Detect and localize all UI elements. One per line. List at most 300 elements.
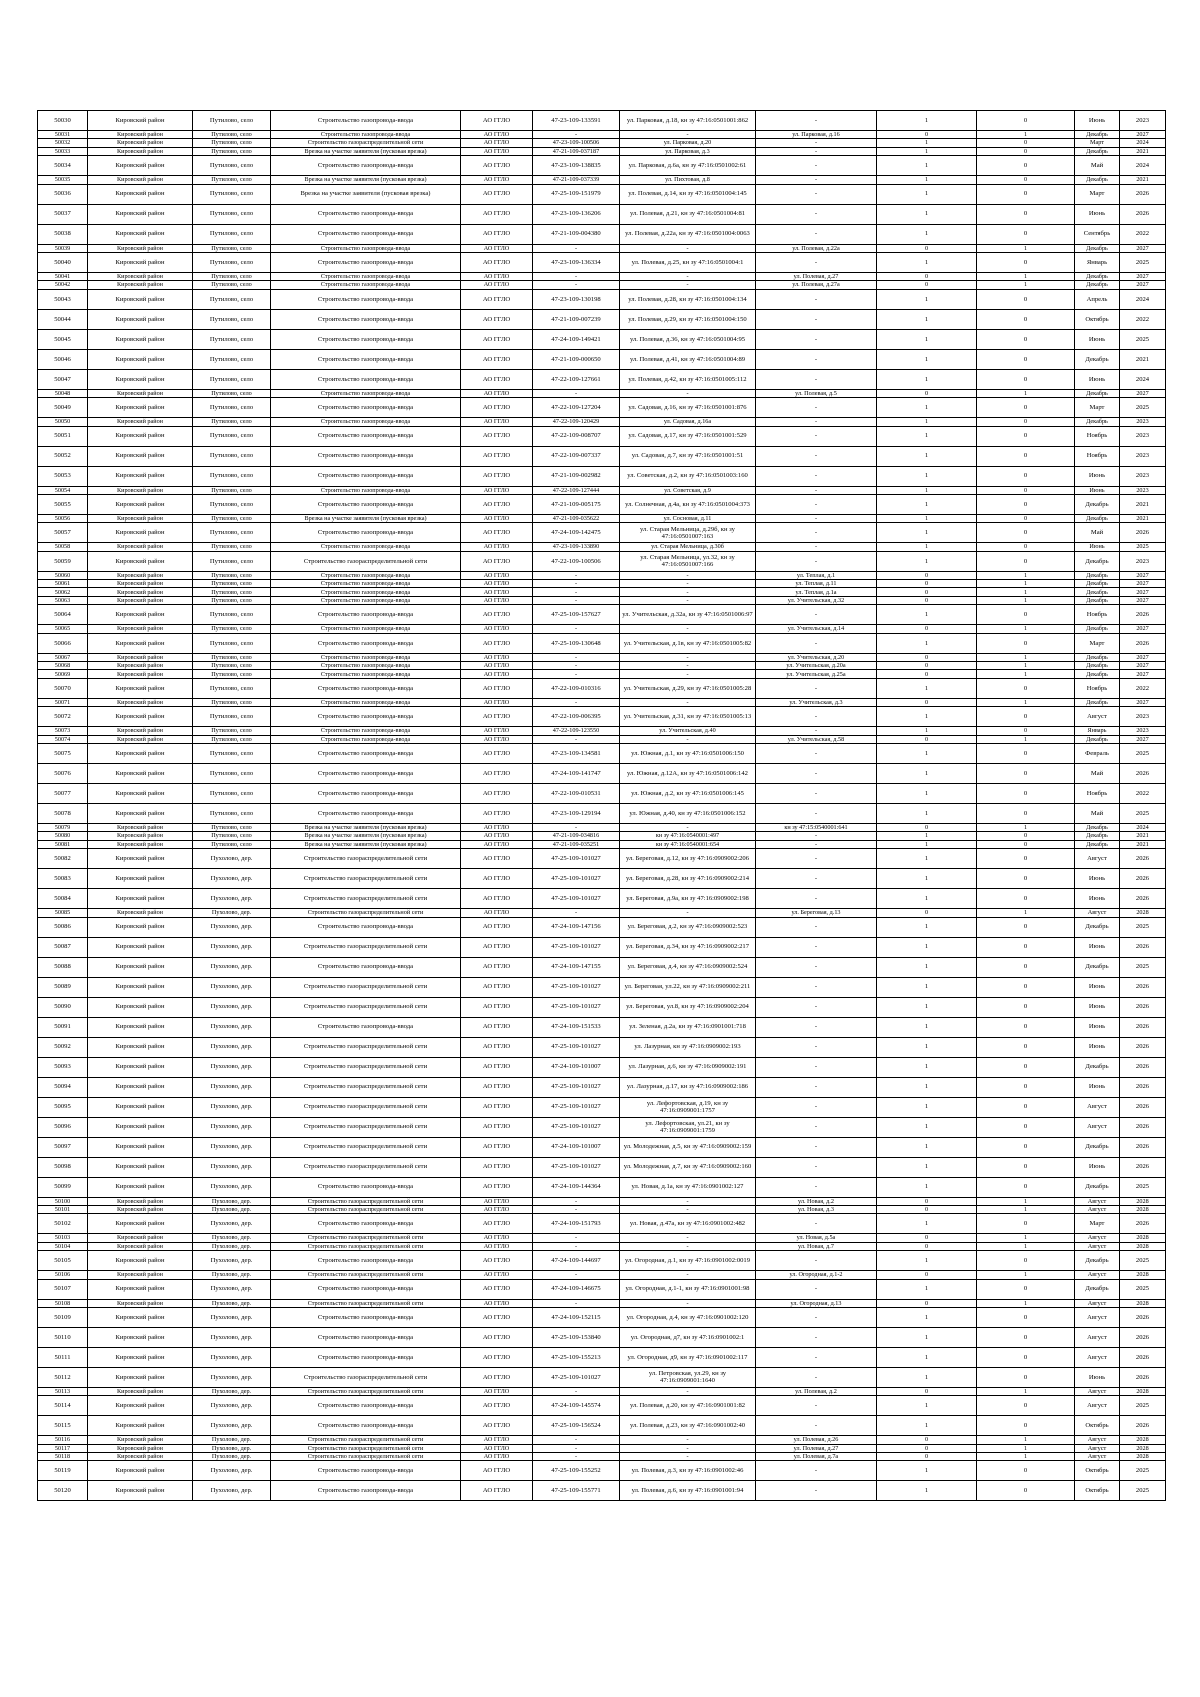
cell-num: 50071	[38, 698, 88, 706]
cell-address: ул. Новая, д.5а	[756, 1234, 877, 1242]
cell-place: Путилово, село	[193, 418, 271, 426]
cell-col-a: 1	[877, 184, 977, 204]
cell-district: Кировский район	[88, 252, 193, 272]
cell-work: Строительство газопровода-ввода	[271, 426, 461, 446]
cell-year: 2026	[1120, 1077, 1166, 1097]
cell-num: 50034	[38, 156, 88, 176]
cell-month: Декабрь	[1075, 957, 1120, 977]
cell-year: 2028	[1120, 1197, 1166, 1205]
cell-work: Строительство газораспределительной сети	[271, 937, 461, 957]
cell-district: Кировский район	[88, 398, 193, 418]
cell-district: Кировский район	[88, 1077, 193, 1097]
cell-address-cadastral: ул. Пихтовая, д.8	[620, 176, 756, 184]
cell-month: Март	[1075, 139, 1120, 147]
cell-col-a: 1	[877, 551, 977, 571]
cell-place: Путилово, село	[193, 763, 271, 783]
cell-num: 50058	[38, 543, 88, 551]
cell-district: Кировский район	[88, 1461, 193, 1481]
cell-district: Кировский район	[88, 244, 193, 252]
cell-month: Март	[1075, 184, 1120, 204]
cell-work: Строительство газораспределительной сети	[271, 1444, 461, 1452]
table-row	[38, 389, 1166, 397]
cell-address: -	[756, 1327, 877, 1347]
cell-place: Путилово, село	[193, 184, 271, 204]
cell-col-a: 1	[877, 937, 977, 957]
cell-permit: -	[533, 596, 620, 604]
cell-district: Кировский район	[88, 909, 193, 917]
cell-address-cadastral: ул. Береговая, д.9а, кн зу 47:16:0909002:198	[620, 889, 756, 909]
cell-place: Путилово, село	[193, 633, 271, 653]
cell-work: Строительство газораспределительной сети	[271, 1157, 461, 1177]
table-row	[38, 763, 1166, 783]
cell-address: -	[756, 832, 877, 840]
cell-org: АО ГГЛО	[461, 1367, 533, 1387]
cell-address-cadastral: ул. Полевая, д.22а, кн зу 47:16:0501004:0063	[620, 224, 756, 244]
cell-col-b: 0	[977, 1251, 1075, 1271]
table-row	[38, 272, 1166, 280]
table-row	[38, 803, 1166, 823]
cell-year: 2027	[1120, 735, 1166, 743]
cell-work: Строительство газораспределительной сети	[271, 909, 461, 917]
gasification-schedule-table	[37, 110, 1166, 1501]
cell-num: 50085	[38, 909, 88, 917]
table-row	[38, 1097, 1166, 1117]
cell-permit: -	[533, 909, 620, 917]
cell-permit: 47-24-109-147156	[533, 917, 620, 937]
cell-permit: 47-22-109-100506	[533, 551, 620, 571]
cell-address-cadastral: -	[620, 389, 756, 397]
table-row	[38, 1017, 1166, 1037]
cell-col-b: 1	[977, 1197, 1075, 1205]
cell-address-cadastral: ул. Полевая, д.6, кн зу 47:16:0901001:94	[620, 1481, 756, 1501]
cell-num: 50063	[38, 596, 88, 604]
cell-col-b: 0	[977, 727, 1075, 735]
cell-org: АО ГГЛО	[461, 1097, 533, 1117]
cell-year: 2027	[1120, 571, 1166, 579]
cell-col-a: 1	[877, 1367, 977, 1387]
cell-col-b: 1	[977, 1242, 1075, 1250]
cell-num: 50119	[38, 1461, 88, 1481]
cell-col-a: 1	[877, 840, 977, 848]
cell-org: АО ГГЛО	[461, 224, 533, 244]
cell-org: АО ГГЛО	[461, 1037, 533, 1057]
cell-num: 50117	[38, 1444, 88, 1452]
cell-num: 50104	[38, 1242, 88, 1250]
cell-work: Строительство газопровода-ввода	[271, 244, 461, 252]
cell-permit: 47-24-109-149421	[533, 329, 620, 349]
cell-work: Врезка на участке заявителя (пусковая врезка)	[271, 184, 461, 204]
cell-district: Кировский район	[88, 1279, 193, 1299]
cell-work: Строительство газопровода-ввода	[271, 1251, 461, 1271]
cell-month: Июнь	[1075, 997, 1120, 1017]
cell-org: АО ГГЛО	[461, 1117, 533, 1137]
cell-district: Кировский район	[88, 743, 193, 763]
cell-month: Март	[1075, 1214, 1120, 1234]
cell-address: -	[756, 678, 877, 698]
cell-place: Пухолово, дер.	[193, 1197, 271, 1205]
cell-month: Ноябрь	[1075, 678, 1120, 698]
cell-work: Строительство газораспределительной сети	[271, 869, 461, 889]
cell-address-cadastral: ул. Огородная, д9, кн зу 47:16:0901002:117	[620, 1347, 756, 1367]
cell-place: Пухолово, дер.	[193, 1461, 271, 1481]
cell-address: -	[756, 551, 877, 571]
cell-col-b: 0	[977, 1347, 1075, 1367]
cell-place: Пухолово, дер.	[193, 977, 271, 997]
cell-permit: 47-25-109-101027	[533, 869, 620, 889]
cell-month: Апрель	[1075, 289, 1120, 309]
cell-col-b: 0	[977, 349, 1075, 369]
cell-address: -	[756, 1461, 877, 1481]
cell-org: АО ГГЛО	[461, 446, 533, 466]
cell-place: Пухолово, дер.	[193, 997, 271, 1017]
cell-col-a: 1	[877, 369, 977, 389]
cell-address: -	[756, 426, 877, 446]
cell-col-b: 0	[977, 139, 1075, 147]
cell-district: Кировский район	[88, 1436, 193, 1444]
cell-year: 2025	[1120, 398, 1166, 418]
cell-col-a: 1	[877, 678, 977, 698]
cell-address-cadastral: -	[620, 653, 756, 661]
cell-month: Ноябрь	[1075, 446, 1120, 466]
cell-org: АО ГГЛО	[461, 840, 533, 848]
cell-year: 2026	[1120, 977, 1166, 997]
cell-address: -	[756, 869, 877, 889]
cell-col-a: 1	[877, 1251, 977, 1271]
cell-district: Кировский район	[88, 131, 193, 139]
cell-num: 50098	[38, 1157, 88, 1177]
cell-permit: 47-25-109-101027	[533, 1077, 620, 1097]
cell-month: Декабрь	[1075, 131, 1120, 139]
cell-permit: 47-24-109-151533	[533, 1017, 620, 1037]
cell-address: -	[756, 176, 877, 184]
cell-num: 50040	[38, 252, 88, 272]
cell-address-cadastral: ул. Солнечная, д.4а, кн зу 47:16:0501004:373	[620, 494, 756, 514]
cell-work: Строительство газопровода-ввода	[271, 494, 461, 514]
table-row	[38, 1057, 1166, 1077]
cell-num: 50114	[38, 1396, 88, 1416]
cell-place: Путилово, село	[193, 571, 271, 579]
cell-address: -	[756, 727, 877, 735]
cell-district: Кировский район	[88, 588, 193, 596]
cell-place: Путилово, село	[193, 244, 271, 252]
cell-district: Кировский район	[88, 309, 193, 329]
cell-work: Строительство газопровода-ввода	[271, 252, 461, 272]
cell-year: 2024	[1120, 369, 1166, 389]
table-row	[38, 1234, 1166, 1242]
cell-year: 2021	[1120, 349, 1166, 369]
cell-address: ул. Огородная, д.13	[756, 1299, 877, 1307]
cell-work: Строительство газораспределительной сети	[271, 1271, 461, 1279]
cell-year: 2026	[1120, 1117, 1166, 1137]
cell-col-a: 0	[877, 1242, 977, 1250]
cell-work: Строительство газопровода-ввода	[271, 446, 461, 466]
cell-place: Путилово, село	[193, 466, 271, 486]
cell-org: АО ГГЛО	[461, 1299, 533, 1307]
cell-year: 2024	[1120, 156, 1166, 176]
cell-year: 2021	[1120, 176, 1166, 184]
cell-work: Строительство газораспределительной сети	[271, 1436, 461, 1444]
table-row	[38, 625, 1166, 633]
cell-num: 50053	[38, 466, 88, 486]
cell-place: Путилово, село	[193, 588, 271, 596]
cell-month: Ноябрь	[1075, 426, 1120, 446]
cell-district: Кировский район	[88, 727, 193, 735]
cell-num: 50097	[38, 1137, 88, 1157]
cell-address: ул. Теплая, д.1	[756, 571, 877, 579]
cell-permit: -	[533, 1197, 620, 1205]
table-row	[38, 977, 1166, 997]
cell-permit: 47-24-109-146675	[533, 1279, 620, 1299]
cell-org: АО ГГЛО	[461, 111, 533, 131]
cell-permit: 47-23-109-133890	[533, 543, 620, 551]
cell-year: 2026	[1120, 1137, 1166, 1157]
cell-col-a: 0	[877, 588, 977, 596]
cell-year: 2026	[1120, 1327, 1166, 1347]
table-row	[38, 909, 1166, 917]
cell-num: 50072	[38, 707, 88, 727]
cell-work: Строительство газопровода-ввода	[271, 625, 461, 633]
cell-work: Строительство газопровода-ввода	[271, 1396, 461, 1416]
cell-num: 50115	[38, 1416, 88, 1436]
cell-col-b: 0	[977, 849, 1075, 869]
cell-org: АО ГГЛО	[461, 1057, 533, 1077]
cell-place: Пухолово, дер.	[193, 909, 271, 917]
cell-org: АО ГГЛО	[461, 289, 533, 309]
table-row	[38, 869, 1166, 889]
cell-col-a: 1	[877, 1347, 977, 1367]
cell-col-b: 0	[977, 1177, 1075, 1197]
cell-month: Август	[1075, 1347, 1120, 1367]
table-row	[38, 662, 1166, 670]
cell-month: Август	[1075, 849, 1120, 869]
cell-year: 2026	[1120, 1214, 1166, 1234]
cell-num: 50106	[38, 1271, 88, 1279]
cell-district: Кировский район	[88, 917, 193, 937]
cell-district: Кировский район	[88, 389, 193, 397]
cell-address: ул. Полевая, д.22а	[756, 244, 877, 252]
cell-num: 50070	[38, 678, 88, 698]
table-row	[38, 670, 1166, 678]
cell-col-b: 0	[977, 1367, 1075, 1387]
cell-address: -	[756, 398, 877, 418]
cell-num: 50089	[38, 977, 88, 997]
cell-work: Строительство газораспределительной сети	[271, 139, 461, 147]
cell-address-cadastral: ул. Береговая, д.34, кн зу 47:16:0909002:217	[620, 937, 756, 957]
cell-place: Пухолово, дер.	[193, 1444, 271, 1452]
cell-month: Июнь	[1075, 486, 1120, 494]
cell-work: Строительство газопровода-ввода	[271, 289, 461, 309]
cell-address: -	[756, 917, 877, 937]
cell-year: 2026	[1120, 869, 1166, 889]
cell-work: Строительство газопровода-ввода	[271, 349, 461, 369]
cell-address-cadastral: ул. Петровская, ул.29, кн зу 47:16:0909001:1640	[620, 1367, 756, 1387]
table-row	[38, 580, 1166, 588]
cell-district: Кировский район	[88, 272, 193, 280]
cell-month: Декабрь	[1075, 176, 1120, 184]
cell-num: 50038	[38, 224, 88, 244]
cell-address-cadastral: ул. Береговая, ул.8, кн зу 47:16:0909002:204	[620, 997, 756, 1017]
cell-num: 50054	[38, 486, 88, 494]
cell-col-b: 1	[977, 625, 1075, 633]
cell-num: 50091	[38, 1017, 88, 1037]
cell-permit: 47-25-109-101027	[533, 889, 620, 909]
cell-num: 50105	[38, 1251, 88, 1271]
cell-work: Врезка на участке заявителя (пусковая врезка)	[271, 147, 461, 155]
table-row	[38, 849, 1166, 869]
cell-address-cadastral: ул. Молодежная, д.7, кн зу 47:16:0909002:160	[620, 1157, 756, 1177]
cell-month: Июнь	[1075, 1367, 1120, 1387]
cell-address: -	[756, 252, 877, 272]
cell-permit: -	[533, 1436, 620, 1444]
cell-work: Строительство газораспределительной сети	[271, 1097, 461, 1117]
cell-col-a: 1	[877, 803, 977, 823]
cell-address: -	[756, 446, 877, 466]
cell-address-cadastral: ул. Полевая, д.41, кн зу 47:16:0501004:89	[620, 349, 756, 369]
cell-col-b: 1	[977, 1234, 1075, 1242]
cell-col-a: 1	[877, 743, 977, 763]
cell-permit: -	[533, 625, 620, 633]
cell-place: Пухолово, дер.	[193, 1347, 271, 1367]
cell-address: -	[756, 957, 877, 977]
cell-num: 50095	[38, 1097, 88, 1117]
cell-address-cadastral: ул. Береговая, д.2, кн зу 47:16:0909002:523	[620, 917, 756, 937]
cell-num: 50113	[38, 1387, 88, 1395]
cell-address: -	[756, 224, 877, 244]
cell-col-a: 0	[877, 1197, 977, 1205]
cell-work: Строительство газопровода-ввода	[271, 523, 461, 543]
cell-district: Кировский район	[88, 625, 193, 633]
cell-address-cadastral: ул. Огородная, д7, кн зу 47:16:0901002:1	[620, 1327, 756, 1347]
cell-col-b: 1	[977, 244, 1075, 252]
cell-address: -	[756, 840, 877, 848]
cell-district: Кировский район	[88, 698, 193, 706]
table-row	[38, 1214, 1166, 1234]
cell-place: Путилово, село	[193, 289, 271, 309]
cell-place: Пухолово, дер.	[193, 1057, 271, 1077]
cell-col-b: 0	[977, 957, 1075, 977]
cell-col-a: 1	[877, 309, 977, 329]
cell-work: Строительство газораспределительной сети	[271, 1387, 461, 1395]
cell-place: Путилово, село	[193, 176, 271, 184]
cell-org: АО ГГЛО	[461, 1279, 533, 1299]
cell-year: 2026	[1120, 633, 1166, 653]
cell-month: Июнь	[1075, 1157, 1120, 1177]
cell-num: 50067	[38, 653, 88, 661]
table-row	[38, 418, 1166, 426]
cell-district: Кировский район	[88, 224, 193, 244]
cell-place: Пухолово, дер.	[193, 1436, 271, 1444]
cell-place: Путилово, село	[193, 224, 271, 244]
cell-num: 50075	[38, 743, 88, 763]
cell-work: Строительство газопровода-ввода	[271, 580, 461, 588]
cell-col-b: 1	[977, 909, 1075, 917]
cell-address-cadastral: -	[620, 1444, 756, 1452]
cell-col-a: 0	[877, 571, 977, 579]
cell-address-cadastral: ул. Учительская, д.1в, кн зу 47:16:0501005:82	[620, 633, 756, 653]
cell-permit: 47-24-109-151793	[533, 1214, 620, 1234]
cell-month: Июнь	[1075, 204, 1120, 224]
cell-district: Кировский район	[88, 707, 193, 727]
cell-num: 50077	[38, 783, 88, 803]
cell-place: Путилово, село	[193, 832, 271, 840]
cell-place: Путилово, село	[193, 446, 271, 466]
cell-district: Кировский район	[88, 486, 193, 494]
cell-address-cadastral: -	[620, 1242, 756, 1250]
cell-place: Путилово, село	[193, 514, 271, 522]
cell-month: Июнь	[1075, 869, 1120, 889]
cell-place: Путилово, село	[193, 309, 271, 329]
cell-address-cadastral: ул. Береговая, д.4, кн зу 47:16:0909002:524	[620, 957, 756, 977]
cell-address-cadastral: ул. Полевая, д.20, кн зу 47:16:0901001:82	[620, 1396, 756, 1416]
cell-col-b: 0	[977, 1037, 1075, 1057]
cell-address: -	[756, 743, 877, 763]
cell-col-a: 1	[877, 349, 977, 369]
cell-col-b: 0	[977, 1481, 1075, 1501]
cell-address: -	[756, 997, 877, 1017]
cell-month: Декабрь	[1075, 514, 1120, 522]
cell-district: Кировский район	[88, 889, 193, 909]
cell-district: Кировский район	[88, 1205, 193, 1213]
cell-org: АО ГГЛО	[461, 156, 533, 176]
cell-address-cadastral: ул. Парковая, д.3	[620, 147, 756, 155]
cell-address-cadastral: ул. Полевая, д.14, кн зу 47:16:0501004:145	[620, 184, 756, 204]
cell-org: АО ГГЛО	[461, 571, 533, 579]
cell-year: 2028	[1120, 1299, 1166, 1307]
cell-address: ул. Учительская, д.20	[756, 653, 877, 661]
cell-address-cadastral: ул. Лазурная, д.6, кн зу 47:16:0909002:191	[620, 1057, 756, 1077]
cell-address: -	[756, 139, 877, 147]
cell-col-b: 0	[977, 523, 1075, 543]
cell-permit: -	[533, 698, 620, 706]
cell-address: -	[756, 1307, 877, 1327]
cell-address-cadastral: -	[620, 1197, 756, 1205]
cell-year: 2026	[1120, 1347, 1166, 1367]
cell-col-b: 0	[977, 329, 1075, 349]
cell-permit: 47-24-109-101007	[533, 1057, 620, 1077]
cell-num: 50112	[38, 1367, 88, 1387]
cell-place: Пухолово, дер.	[193, 1396, 271, 1416]
cell-address-cadastral: -	[620, 1387, 756, 1395]
table-row	[38, 551, 1166, 571]
cell-col-a: 1	[877, 543, 977, 551]
cell-org: АО ГГЛО	[461, 707, 533, 727]
cell-org: АО ГГЛО	[461, 1444, 533, 1452]
cell-address-cadastral: -	[620, 1234, 756, 1242]
table-row	[38, 1157, 1166, 1177]
cell-year: 2025	[1120, 803, 1166, 823]
cell-month: Декабрь	[1075, 625, 1120, 633]
cell-permit: -	[533, 1242, 620, 1250]
cell-col-a: 1	[877, 1117, 977, 1137]
cell-col-b: 1	[977, 735, 1075, 743]
cell-place: Пухолово, дер.	[193, 1387, 271, 1395]
cell-work: Строительство газопровода-ввода	[271, 698, 461, 706]
cell-col-b: 0	[977, 1157, 1075, 1177]
cell-address: -	[756, 1077, 877, 1097]
cell-permit: 47-21-109-037339	[533, 176, 620, 184]
table-row	[38, 176, 1166, 184]
cell-address: ул. Береговая, д.13	[756, 909, 877, 917]
cell-year: 2026	[1120, 1157, 1166, 1177]
cell-address: -	[756, 1057, 877, 1077]
cell-place: Путилово, село	[193, 727, 271, 735]
cell-col-a: 1	[877, 1327, 977, 1347]
cell-work: Строительство газопровода-ввода	[271, 783, 461, 803]
cell-address-cadastral: ул. Сосновая, д.11	[620, 514, 756, 522]
cell-col-b: 0	[977, 551, 1075, 571]
cell-org: АО ГГЛО	[461, 131, 533, 139]
cell-month: Декабрь	[1075, 917, 1120, 937]
